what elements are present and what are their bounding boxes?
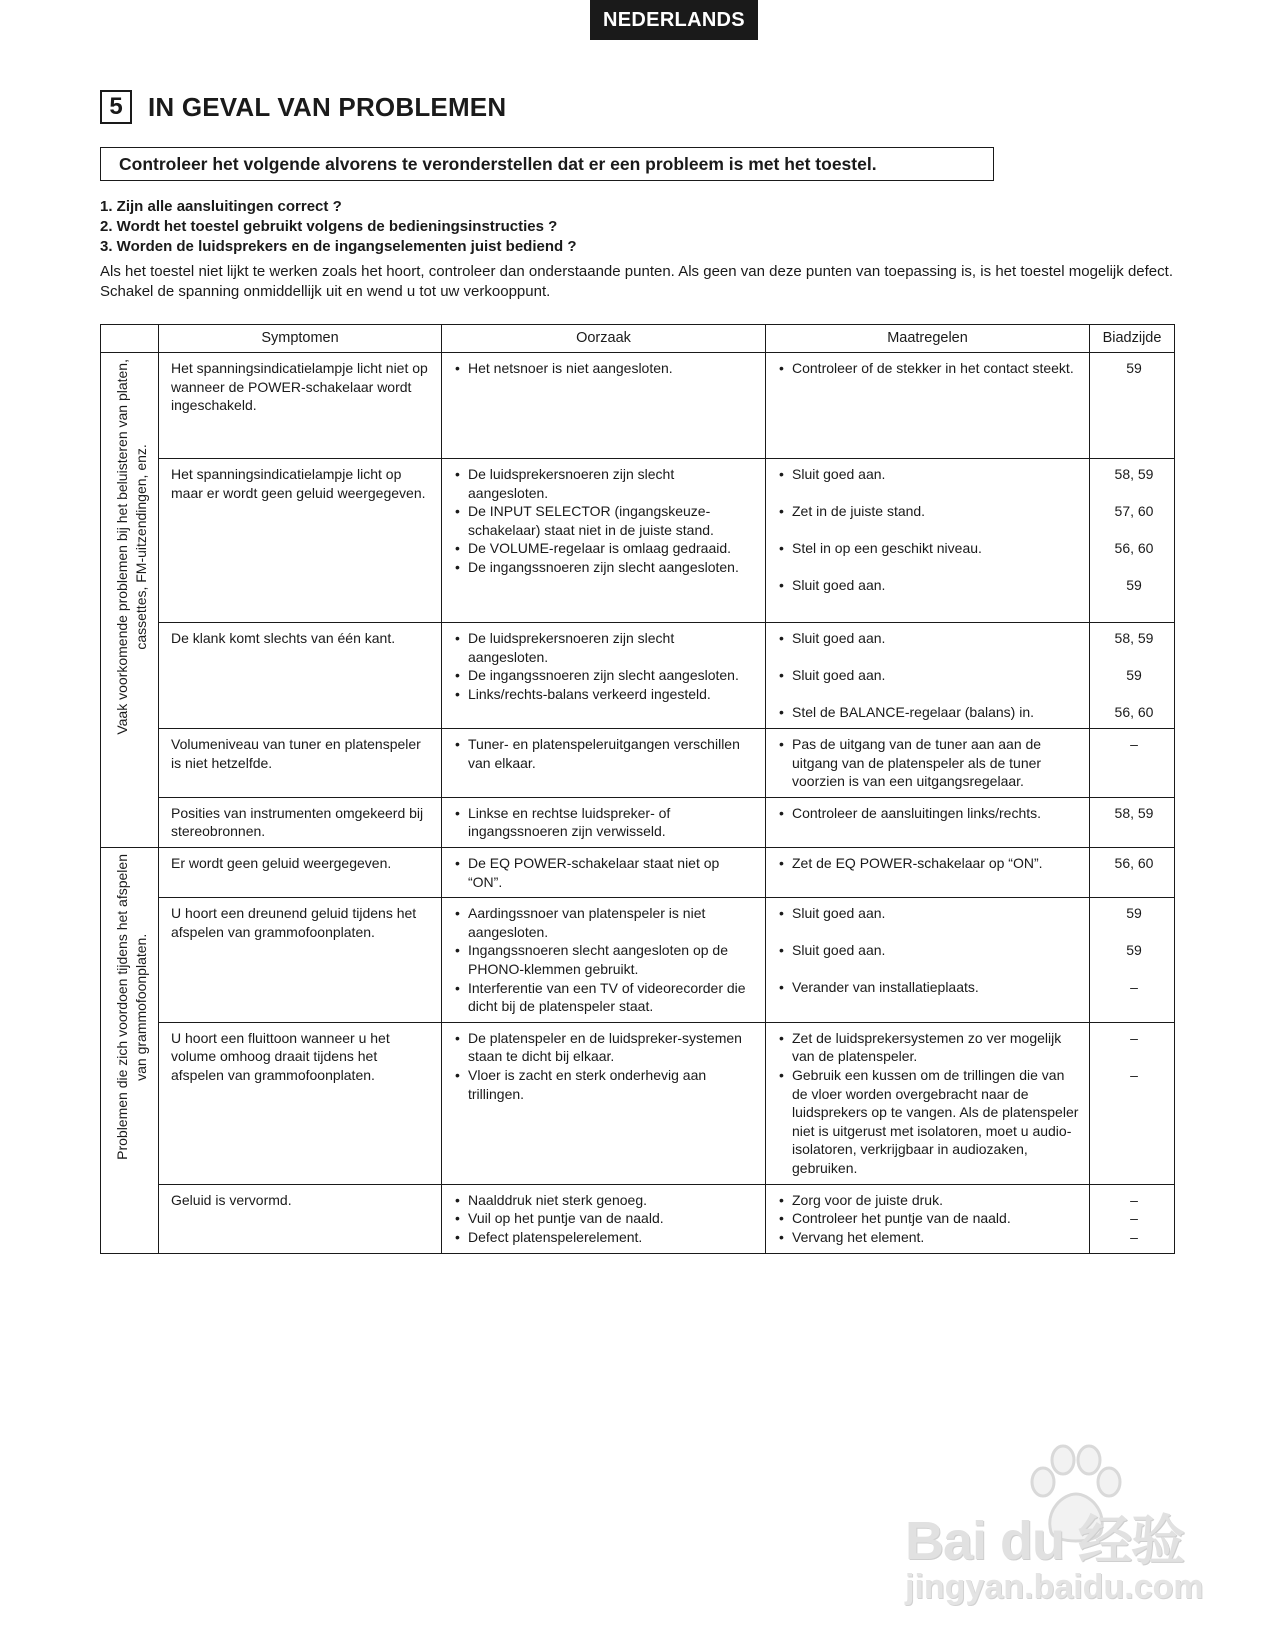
measures-cell: • Controleer of de stekker in het contact steekt. [766,353,1090,459]
table-row [101,353,1175,459]
measures-cell: • Sluit goed aan. • Sluit goed aan. • Stel de BALANCE-regelaar (balans) in. [766,623,1090,729]
notice-box [100,147,994,181]
symptom-cell: Het spanningsindicatielampje licht niet op wanneer de POWER-schakelaar wordt ingeschakeld. [159,353,442,459]
cause-cell: • De EQ POWER-schakelaar staat niet op “ON”. [442,847,766,897]
symptom-cell: Posities van instrumenten omgekeerd bij stereobronnen. [159,797,442,847]
measures-cell: • Sluit goed aan. • Sluit goed aan. • Verander van installatieplaats. [766,898,1090,1023]
watermark-brand: Bai du 经验 [905,1511,1185,1571]
measures-cell: • Zet de EQ POWER-schakelaar op “ON”. [766,847,1090,897]
symptom-cell: Het spanningsindicatielampje licht op maar er wordt geen geluid weergegeven. [159,459,442,623]
symptom-cell: Volumeniveau van tuner en platenspeler is niet hetzelfde. [159,729,442,798]
checklist [100,197,577,257]
baidu-watermark [895,1440,1215,1630]
header-measures: Maatregelen [766,325,1090,353]
table-row [101,1022,1175,1184]
page-cell: 58, 59 57, 60 56, 60 59 [1090,459,1175,623]
cause-cell: • Tuner- en platenspeleruitgangen verschillen van elkaar. [442,729,766,798]
page-cell: 59 59 – [1090,898,1175,1023]
header-symptoms: Symptomen [159,325,442,353]
table-row [101,847,1175,897]
table-header-row [101,325,1175,353]
category-record-playback [101,847,159,1253]
checklist-item: 1. Zijn alle aansluitingen correct ? [100,198,342,215]
measures-cell: • Pas de uitgang van de tuner aan aan de uitgang van de platenspeler als de tuner voorzien is van een uitgangsregelaar. [766,729,1090,798]
symptom-cell: U hoort een dreunend geluid tijdens het afspelen van grammofoonplaten. [159,898,442,1023]
symptom-cell: U hoort een fluittoon wanneer u het volume omhoog draait tijdens het afspelen van grammofoonplaten. [159,1022,442,1184]
checklist-item: 3. Worden de luidsprekers en de ingangselementen juist bediend ? [100,238,577,255]
header-category [101,325,159,353]
page-cell: 59 [1090,353,1175,459]
page-cell: 58, 59 59 56, 60 [1090,623,1175,729]
section-title: IN GEVAL VAN PROBLEMEN [148,91,507,122]
page-cell: – [1090,729,1175,798]
cause-cell: • Aardingssnoer van platenspeler is niet aangesloten. • Ingangssnoeren slecht aangesloten op de PHONO-klemmen gebruikt. • Interferentie van een TV of videorecorder die dicht bij de platenspeler staat. [442,898,766,1023]
measures-cell: • Controleer de aansluitingen links/rechts. [766,797,1090,847]
symptom-cell: Er wordt geen geluid weergegeven. [159,847,442,897]
table-row [101,898,1175,1023]
cause-cell: • De luidsprekersnoeren zijn slecht aangesloten. • De INPUT SELECTOR (ingangskeuze-schakelaar) staat niet in de juiste stand. • De VOLUME-regelaar is omlaag gedraaid. • De ingangssnoeren zijn slecht aangesloten. [442,459,766,623]
header-cause: Oorzaak [442,325,766,353]
notice-text: Controleer het volgende alvorens te veronderstellen dat er een probleem is met het toestel. [119,153,877,174]
cause-cell: • Linkse en rechtse luidspreker- of ingangssnoeren zijn verwisseld. [442,797,766,847]
table-row [101,459,1175,623]
table-row [101,729,1175,798]
measures-cell: • Zet de luidsprekersystemen zo ver mogelijk van de platenspeler. • Gebruik een kussen om de trillingen die van de vloer worden overgebracht naar de luidsprekers op te vangen. Als de platenspeler niet is uitgerust met isolatoren, moet u audio-isolatoren, verkrijgbaar in audiozaken, gebruiken. [766,1022,1090,1184]
table-row [101,797,1175,847]
category-common-problems [101,353,159,848]
cause-cell: • Het netsnoer is niet aangesloten. [442,353,766,459]
table-row [101,1184,1175,1253]
header-page: Biadzijde [1090,325,1175,353]
page-cell: 58, 59 [1090,797,1175,847]
cause-cell: • De luidsprekersnoeren zijn slecht aangesloten. • De ingangssnoeren zijn slecht aangesloten. • Links/rechts-balans verkeerd ingesteld. [442,623,766,729]
watermark-url: jingyan.baidu.com [905,1568,1204,1606]
measures-cell: • Zorg voor de juiste druk. • Controleer het puntje van de naald. • Vervang het element. [766,1184,1090,1253]
symptom-cell: Geluid is vervormd. [159,1184,442,1253]
checklist-item: 2. Wordt het toestel gebruikt volgens de bedieningsinstructies ? [100,218,558,235]
language-tab: NEDERLANDS [590,0,758,40]
cause-cell: • De platenspeler en de luidspreker-systemen staan te dicht bij elkaar. • Vloer is zacht en sterk onderhevig aan trillingen. [442,1022,766,1184]
page-cell: 56, 60 [1090,847,1175,897]
table-row [101,623,1175,729]
intro-paragraph: Als het toestel niet lijkt te werken zoals het hoort, controleer dan onderstaande punten. Als geen van deze punten van toepassing is, is het toestel mogelijk defect. Schakel de spanning onmiddellijk uit en wend u tot uw verkooppunt. [100,263,1173,300]
category-label: Problemen die zich voordoen tijdens het afspelen van grammofoonplaten. [114,853,149,1160]
cause-cell: • Naalddruk niet sterk genoeg. • Vuil op het puntje van de naald. • Defect platenspelerelement. [442,1184,766,1253]
page-cell: – – [1090,1022,1175,1184]
page-cell: – – – [1090,1184,1175,1253]
symptom-cell: De klank komt slechts van één kant. [159,623,442,729]
troubleshooting-table [100,324,1175,1254]
category-label: Vaak voorkomende problemen bij het beluisteren van platen, cassettes, FM-uitzendingen, enz. [114,359,149,735]
section-number: 5 [100,90,132,124]
measures-cell: • Sluit goed aan. • Zet in de juiste stand. • Stel in op een geschikt niveau. • Sluit goed aan. [766,459,1090,623]
section-heading [100,90,506,124]
